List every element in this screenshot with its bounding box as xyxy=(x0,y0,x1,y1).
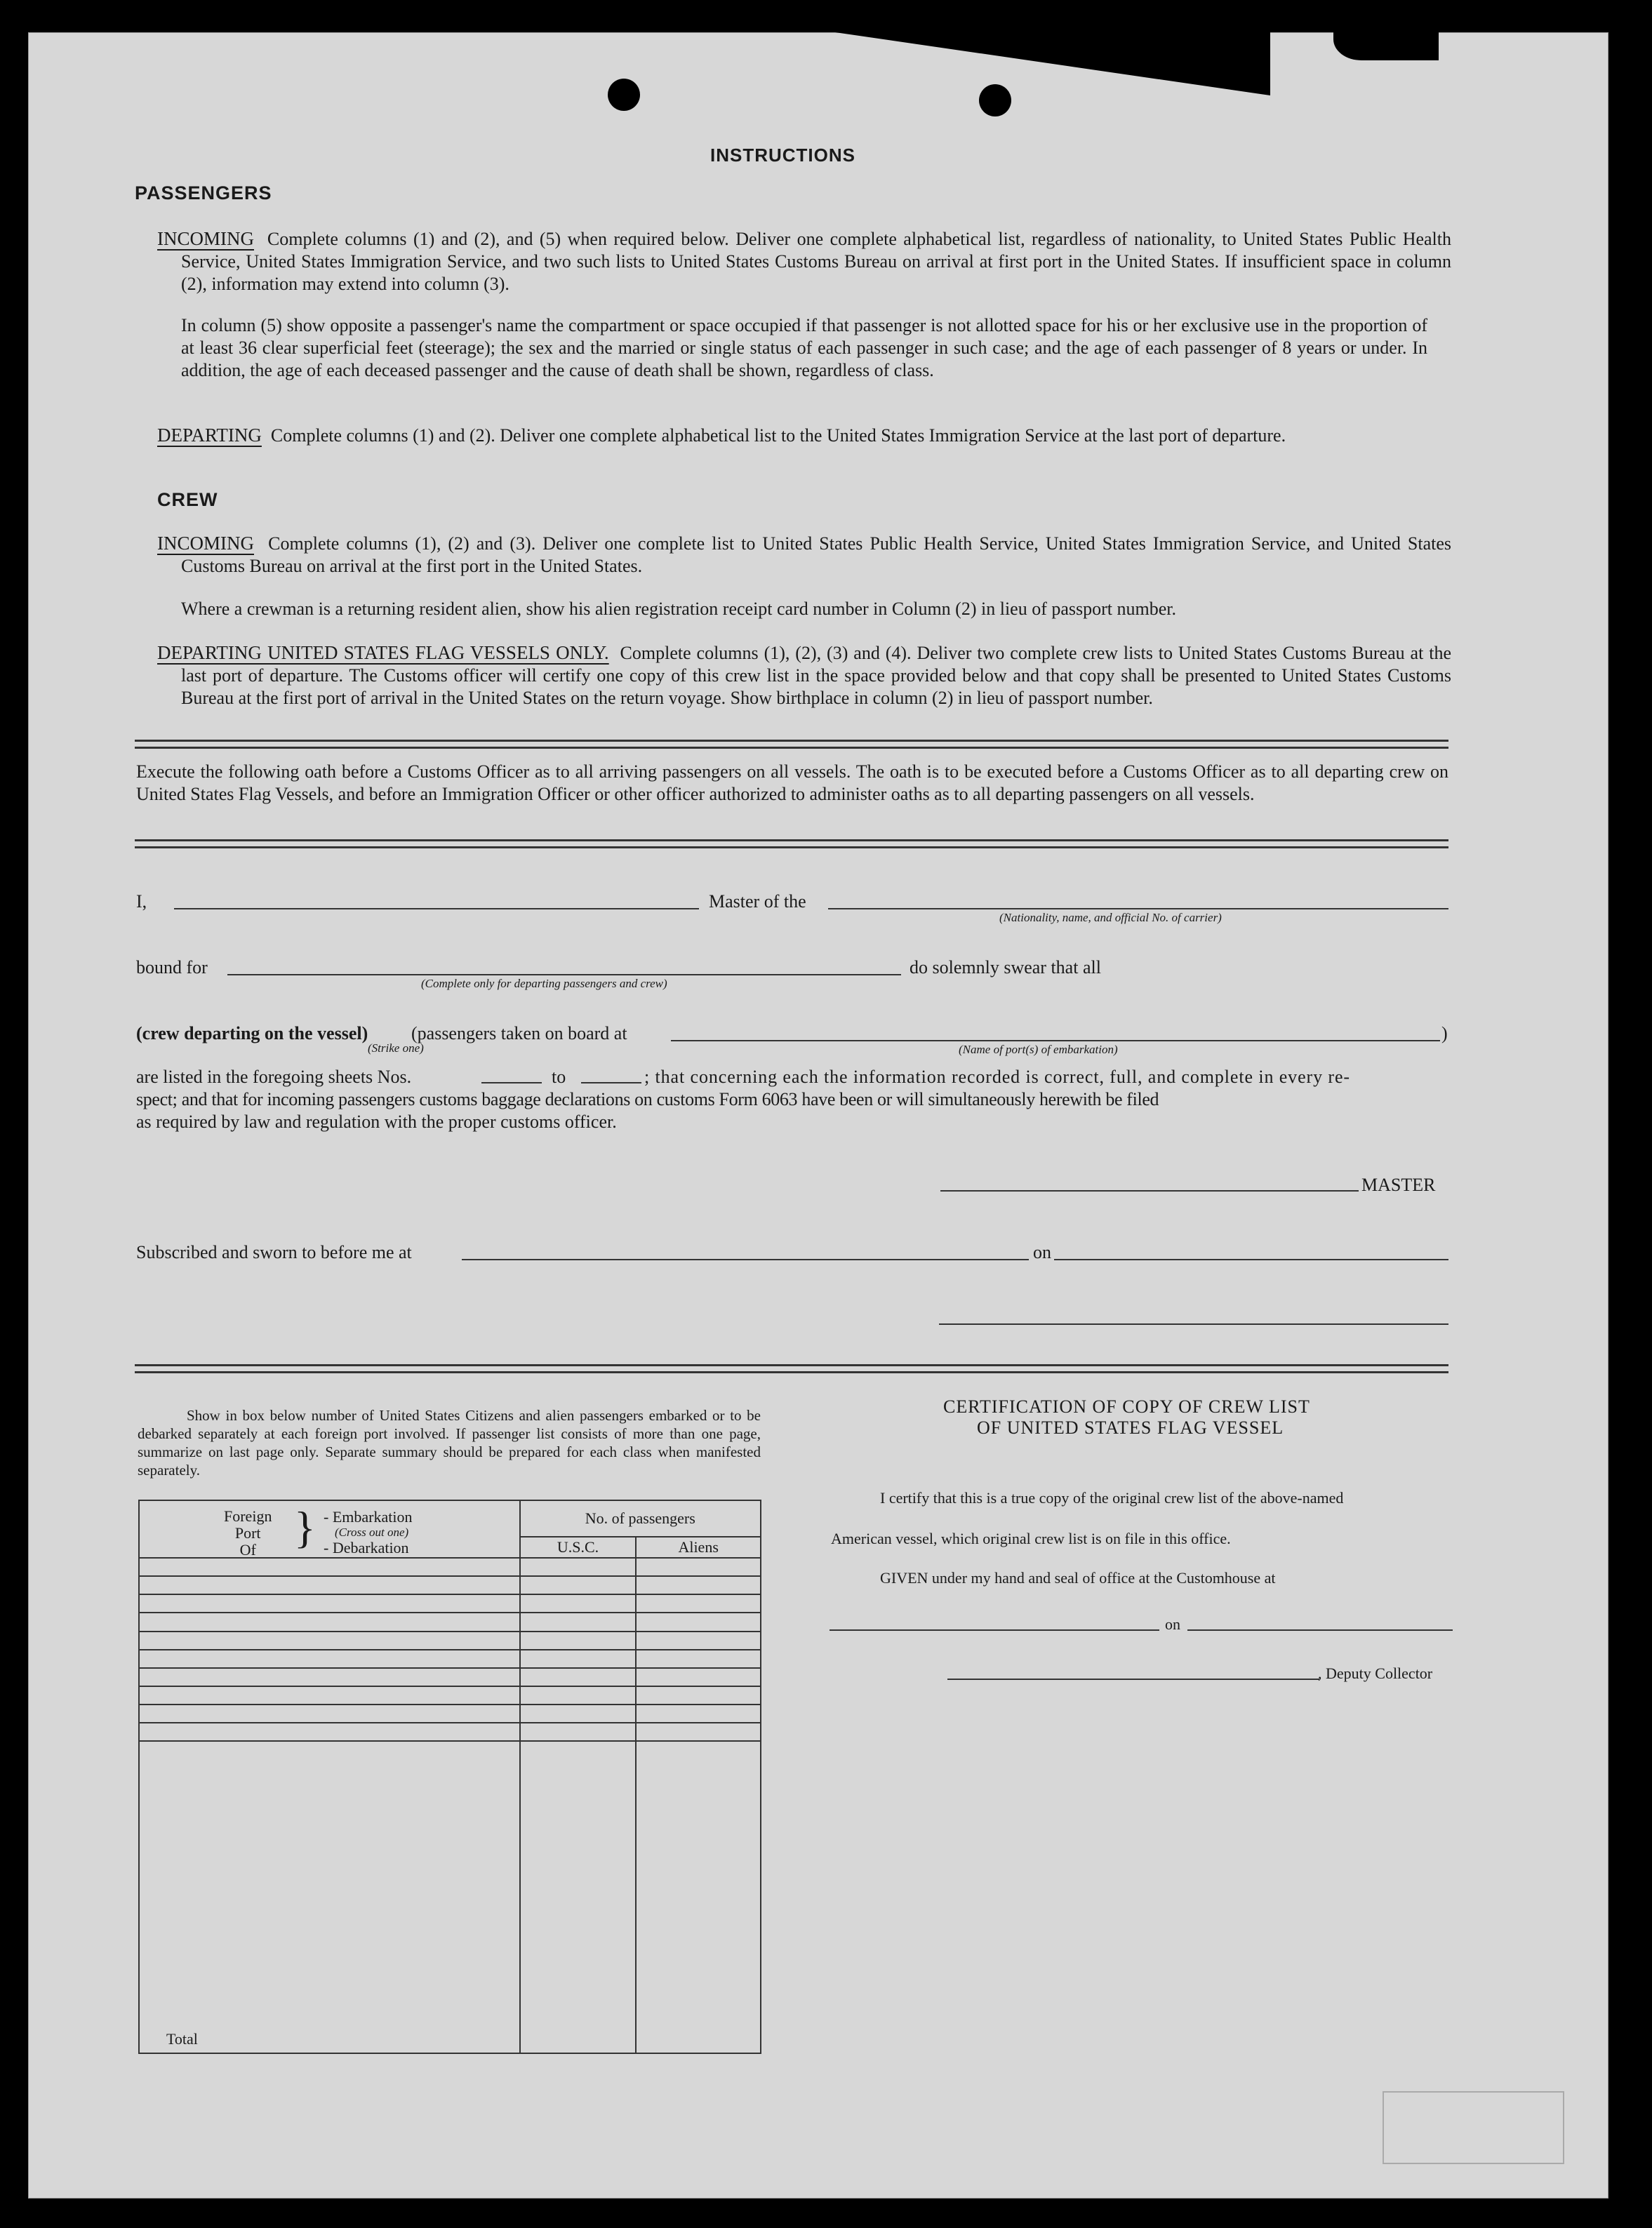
section-divider xyxy=(135,740,1448,749)
sworn-place-line[interactable] xyxy=(462,1259,1029,1260)
given-text: GIVEN under my hand and seal of office at the Customhouse at xyxy=(880,1569,1276,1587)
brace-icon: } xyxy=(294,1502,316,1552)
section-divider xyxy=(135,1364,1448,1373)
listed-text-b: ; that concerning each the information recorded is correct, full, and complete in every re- xyxy=(644,1067,1350,1087)
table-row[interactable] xyxy=(139,1650,761,1668)
embarkation-label[interactable]: - Embarkation xyxy=(324,1508,413,1526)
crew-incoming-paragraph xyxy=(157,532,1451,578)
sworn-date-line[interactable] xyxy=(1054,1259,1448,1260)
table-row[interactable] xyxy=(139,1632,761,1650)
crew-resident-alien-paragraph: Where a crewman is a returning resident alien, show his alien registration receipt card number in Column (2) in lieu of passport number. xyxy=(181,599,1177,619)
oath-intro: Execute the following oath before a Customs Officer as to all arriving passengers on all vessels. The oath is to be executed before a Customs Officer as to all departing crew on United States Flag Vessels, and before an Immigration Officer or other officer authorized to administer oaths as to all departing passengers on all vessels. xyxy=(136,761,1448,804)
listed-text-a: are listed in the foregoing sheets Nos. xyxy=(136,1067,412,1087)
certification-title-line2: OF UNITED STATES FLAG VESSEL xyxy=(977,1417,1284,1438)
swear-text: do solemnly swear that all xyxy=(910,957,1101,978)
torn-corner-edge xyxy=(1333,32,1439,60)
punch-hole-right xyxy=(979,84,1011,116)
certification-title-line1: CERTIFICATION OF COPY OF CREW LIST xyxy=(943,1396,1310,1417)
carrier-caption: (Nationality, name, and official No. of carrier) xyxy=(999,911,1222,924)
passengers-incoming-paragraph xyxy=(157,227,1451,295)
table-row[interactable] xyxy=(139,1576,761,1594)
bound-for-label: bound for xyxy=(136,957,208,978)
passengers-incoming-label: INCOMING xyxy=(157,228,254,249)
table-row[interactable] xyxy=(139,1613,761,1631)
foreign-port-header xyxy=(139,1500,520,1558)
close-paren: ) xyxy=(1441,1023,1448,1043)
crew-departing-paragraph xyxy=(157,641,1451,709)
crew-departing-option: (crew departing on the vessel) xyxy=(136,1023,368,1043)
table-row[interactable] xyxy=(139,1705,761,1723)
listed-text-d: as required by law and regulation with the proper customs officer. xyxy=(136,1112,617,1132)
page-title: INSTRUCTIONS xyxy=(710,145,855,166)
section-divider xyxy=(135,839,1448,848)
deputy-collector-label: , Deputy Collector xyxy=(1318,1665,1433,1682)
cross-out-note: (Cross out one) xyxy=(335,1526,409,1539)
american-vessel-text: American vessel, which original crew list is on file in this office. xyxy=(831,1530,1231,1547)
torn-corner xyxy=(835,32,1270,95)
summary-instructions: Show in box below number of United States Citizens and alien passengers embarked or to be debarked separately at each foreign port involved. If passenger list consists of more than one page, summarize on last page only. Separate summary should be prepared for each class when manifested separately. xyxy=(138,1407,761,1479)
listed-to: to xyxy=(552,1067,566,1087)
crew-departing-text: Complete columns (1), (2), (3) and (4). Deliver two complete crew lists to United States Customs Bureau at the last port of departure. The Customs officer will certify one copy of this crew list in the space provided below and that copy shall be presented to United States Customs Bureau at the first port of arrival in the United States on the return voyage. Show birthplace in column (2) in lieu of passport number. xyxy=(181,643,1452,708)
officer-signature-line[interactable] xyxy=(939,1323,1448,1325)
sheet-to-line[interactable] xyxy=(581,1082,641,1083)
of-label: Of xyxy=(239,1541,256,1559)
passengers-column5-paragraph: In column (5) show opposite a passenger's name the compartment or space occupied if that passenger is not allotted space for his or her exclusive use in the proportion of at least 36 clear superficial feet (steerage); the sex and the married or single status of each passenger in such case; and the age of each passenger of 8 years or under. In addition, the age of each deceased passenger and the cause of death shall be shown, regardless of class. xyxy=(181,315,1427,380)
crew-heading: CREW xyxy=(157,489,218,510)
master-signature-label: MASTER xyxy=(1361,1175,1436,1195)
embarkation-port-line[interactable] xyxy=(671,1040,1440,1041)
crew-departing-label: DEPARTING UNITED STATES FLAG VESSELS ONLY. xyxy=(157,642,609,663)
total-label: Total xyxy=(139,1741,520,2053)
subscribed-label: Subscribed and sworn to before me at xyxy=(136,1242,412,1262)
passengers-departing-paragraph xyxy=(157,424,1451,447)
bound-for-caption: (Complete only for departing passengers and crew) xyxy=(421,977,667,990)
aliens-header: Aliens xyxy=(636,1537,761,1558)
total-row[interactable] xyxy=(139,1741,761,2053)
table-row[interactable] xyxy=(139,1558,761,1576)
deputy-signature-line[interactable] xyxy=(947,1679,1319,1680)
table-row[interactable] xyxy=(139,1686,761,1705)
passengers-incoming-text: Complete columns (1) and (2), and (5) when required below. Deliver one complete alphabetical list, regardless of nationality, to United States Public Health Service, United States Immigration Service, and two such lists to United States Customs Bureau on arrival at first port in the United States. If insufficient space in column (2), information may extend into column (3). xyxy=(181,229,1452,294)
bound-for-line[interactable] xyxy=(227,974,901,975)
carrier-line[interactable] xyxy=(828,908,1448,909)
strike-one-caption: (Strike one) xyxy=(368,1041,424,1055)
customhouse-line[interactable] xyxy=(830,1629,1159,1631)
table-row[interactable] xyxy=(139,1668,761,1686)
foreign-label: Foreign xyxy=(224,1507,272,1525)
sheet-from-line[interactable] xyxy=(481,1082,542,1083)
passengers-taken-option: (passengers taken on board at xyxy=(411,1023,627,1043)
passengers-departing-text: Complete columns (1) and (2). Deliver one complete alphabetical list to the United States Immigration Service at the last port of departure. xyxy=(270,425,1286,446)
cert-on-label: on xyxy=(1165,1615,1180,1633)
passenger-summary-table xyxy=(138,1500,761,2054)
oath-i-label: I, xyxy=(136,891,147,912)
usc-header: U.S.C. xyxy=(520,1537,637,1558)
master-name-line[interactable] xyxy=(174,908,699,909)
crew-incoming-label: INCOMING xyxy=(157,533,254,554)
punch-hole-left xyxy=(608,79,640,111)
debarkation-label[interactable]: - Debarkation xyxy=(324,1539,409,1556)
sworn-on-label: on xyxy=(1033,1242,1051,1262)
port-label: Port xyxy=(234,1524,261,1542)
certify-text: I certify that this is a true copy of the original crew list of the above-named xyxy=(880,1489,1344,1507)
passengers-heading: PASSENGERS xyxy=(135,182,272,204)
passengers-departing-label: DEPARTING xyxy=(157,425,262,446)
no-of-passengers-header: No. of passengers xyxy=(520,1500,761,1537)
master-of-the-label: Master of the xyxy=(709,891,806,912)
table-row[interactable] xyxy=(139,1723,761,1741)
listed-text-c: spect; and that for incoming passengers customs baggage declarations on customs Form 6063 have been or will simultaneously herewith be filed xyxy=(136,1089,1159,1109)
crew-incoming-text: Complete columns (1), (2) and (3). Deliver one complete list to United States Public Health Service, United States Immigration Service, and United States Customs Bureau on arrival at the first port in the United States. xyxy=(181,533,1452,576)
table-row[interactable] xyxy=(139,1594,761,1613)
faint-stamp-box xyxy=(1383,2091,1564,2164)
cert-date-line[interactable] xyxy=(1187,1629,1453,1631)
master-signature-line[interactable] xyxy=(940,1190,1359,1192)
port-caption: (Name of port(s) of embarkation) xyxy=(959,1043,1118,1056)
